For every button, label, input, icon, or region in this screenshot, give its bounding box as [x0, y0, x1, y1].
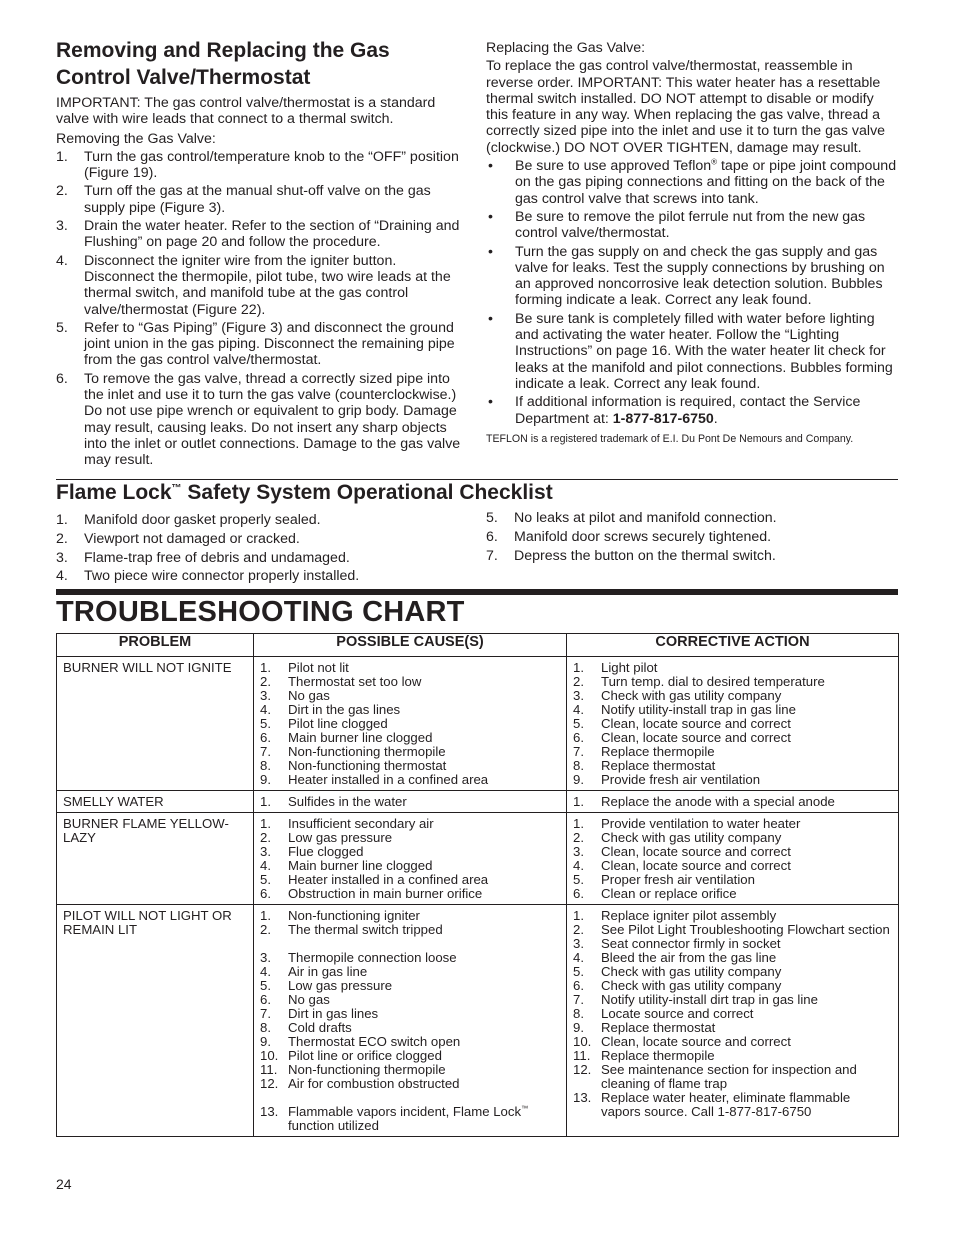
item-text: No gas	[288, 992, 330, 1007]
section-heading-gas-valve: Removing and Replacing the Gas Control Valve/Thermostat	[56, 39, 390, 89]
list-item	[260, 1077, 560, 1091]
cause-cell	[254, 657, 567, 791]
problem-cell: SMELLY WATER	[57, 791, 254, 813]
list-item	[56, 530, 476, 549]
cell-list	[573, 795, 892, 809]
list-item	[573, 1091, 892, 1119]
item-text: Thermopile connection loose	[288, 950, 457, 965]
list-item	[486, 528, 898, 547]
item-number: 9.	[260, 1034, 271, 1049]
list-item	[260, 717, 560, 731]
item-text: Clean, locate source and correct	[601, 716, 791, 731]
item-text: Non-functioning igniter	[288, 908, 420, 923]
list-item	[260, 1119, 560, 1133]
item-number: 7.	[486, 547, 498, 564]
header-problem: PROBLEM	[57, 634, 254, 657]
list-item	[260, 675, 560, 689]
item-number: 4.	[56, 568, 68, 585]
item-text: Pilot line or orifice clogged	[288, 1048, 442, 1063]
bullet-text: tape or pipe joint compound on the gas piping connections and fitting on the back of the gas control valve that screws into tank.	[515, 158, 897, 207]
item-number: 11.	[573, 1048, 591, 1063]
item-text: Thermostat set too low	[288, 674, 422, 689]
item-number: 1.	[260, 794, 271, 809]
item-number: 1.	[573, 816, 584, 831]
item-text: Two piece wire connector properly installed.	[84, 568, 360, 585]
item-text: Check with gas utility company	[601, 830, 782, 845]
replacement-bullets	[486, 158, 898, 427]
item-number: 3.	[260, 844, 271, 859]
checklist-right	[486, 509, 898, 565]
left-column	[56, 37, 466, 471]
cause-cell	[254, 813, 567, 905]
list-item	[260, 1105, 560, 1119]
item-number: 3.	[573, 936, 584, 951]
item-text: Proper fresh air ventilation	[601, 872, 755, 887]
item-number: 13.	[260, 1104, 279, 1119]
item-text: Locate source and correct	[601, 1006, 754, 1021]
cell-list	[573, 817, 892, 901]
item-text: Obstruction in main burner orifice	[288, 886, 483, 901]
heading-text: Flame Lock	[56, 481, 172, 504]
item-number: 9.	[573, 772, 584, 787]
item-number: 6.	[573, 886, 584, 901]
cell-list	[573, 661, 892, 787]
bullet-text: If additional information is required, contact the Service Department at:	[515, 394, 861, 427]
action-cell	[567, 813, 899, 905]
trademark-mark: ™	[171, 483, 182, 494]
item-text: Non-functioning thermostat	[288, 758, 447, 773]
bullet-glyph: •	[488, 208, 493, 225]
item-text: Check with gas utility company	[601, 978, 782, 993]
item-text: Low gas pressure	[288, 830, 393, 845]
list-item	[56, 253, 466, 318]
item-text: function utilized	[288, 1118, 379, 1133]
list-item	[573, 745, 892, 759]
item-text: Air for combustion obstructed	[288, 1076, 460, 1091]
troubleshooting-table	[56, 633, 899, 1137]
item-text: Viewport not damaged or cracked.	[84, 530, 300, 547]
cell-list	[573, 909, 892, 1119]
list-item	[573, 717, 892, 731]
header-action: CORRECTIVE ACTION	[567, 634, 899, 657]
item-text: Air in gas line	[288, 964, 368, 979]
cause-cell	[254, 791, 567, 813]
list-item	[260, 795, 560, 809]
chart-title: TROUBLESHOOTING CHART	[56, 596, 465, 628]
teflon-trademark-note: TEFLON is a registered trademark of E.I. Du Pont De Nemours and Company.	[486, 432, 854, 445]
item-number: 2.	[260, 830, 271, 845]
list-item	[573, 831, 892, 845]
table-row	[57, 657, 899, 791]
item-text: Clean or replace orifice	[601, 886, 737, 901]
item-text: Dirt in the gas lines	[288, 702, 401, 717]
item-number: 1.	[260, 816, 271, 831]
item-text: Flue clogged	[288, 844, 364, 859]
cell-list	[260, 795, 560, 809]
item-text: Insufficient secondary air	[288, 816, 434, 831]
item-text: Heater installed in a confined area	[288, 872, 489, 887]
item-text: Non-functioning thermopile	[288, 744, 446, 759]
item-text: Low gas pressure	[288, 978, 393, 993]
item-number: 8.	[260, 758, 271, 773]
item-number: 5.	[260, 716, 271, 731]
list-item	[573, 795, 892, 809]
item-text: Main burner line clogged	[288, 730, 433, 745]
list-item	[573, 759, 892, 773]
list-item	[573, 909, 892, 923]
item-text: Disconnect the igniter wire from the igniter button. Disconnect the thermopile, pilot tube, two wire leads at the thermal switch, and manifold tube at the gas control valve/thermostat (Figure 22).	[84, 252, 451, 318]
list-item	[56, 149, 466, 182]
item-text: Provide ventilation to water heater	[601, 816, 801, 831]
item-number: 8.	[260, 1020, 271, 1035]
item-text: Replace the anode with a special anode	[601, 794, 835, 809]
item-text: The thermal switch tripped	[288, 922, 443, 937]
item-number: 6.	[260, 992, 271, 1007]
item-text: Replace thermopile	[601, 744, 715, 759]
item-number: 6.	[260, 730, 271, 745]
checklist-left	[56, 511, 476, 586]
item-number: 6.	[573, 730, 584, 745]
list-item	[260, 731, 560, 745]
list-item	[573, 937, 892, 951]
list-item	[573, 979, 892, 993]
list-item	[573, 887, 892, 901]
item-text: Check with gas utility company	[601, 688, 782, 703]
item-number: 8.	[573, 1006, 584, 1021]
item-text: Manifold door gasket properly sealed.	[84, 512, 321, 528]
item-number: 1.	[56, 148, 68, 165]
list-item	[260, 909, 560, 923]
item-text: Replace thermostat	[601, 758, 716, 773]
item-text: Notify utility-install trap in gas line	[601, 702, 796, 717]
list-item	[573, 731, 892, 745]
list-item	[573, 923, 892, 937]
item-text: Bleed the air from the gas line	[601, 950, 777, 965]
item-text: Clean, locate source and correct	[601, 1034, 791, 1049]
item-number: 5.	[56, 319, 68, 336]
item-number: 9.	[573, 1020, 584, 1035]
item-text: Clean, locate source and correct	[601, 730, 791, 745]
item-number: 6.	[486, 528, 498, 545]
list-item	[260, 965, 560, 979]
list-item	[486, 244, 898, 309]
cell-list	[260, 909, 560, 1133]
item-number: 1.	[56, 512, 68, 528]
bullet-text: Turn the gas supply on and check the gas supply and gas valve for leaks. Test the supply connections by brushing on an approved noncorrosive leak detection solution. Bubbles forming indicate a leak. Correct any leak found.	[515, 243, 885, 309]
list-item	[573, 675, 892, 689]
item-number: 1.	[260, 660, 271, 675]
list-item	[56, 183, 466, 216]
cell-list	[260, 817, 560, 901]
list-item	[260, 1063, 560, 1077]
item-number: 4.	[260, 702, 271, 717]
item-number: 4.	[56, 252, 68, 269]
item-text: Cold drafts	[288, 1020, 352, 1035]
registered-mark: ®	[711, 157, 718, 167]
problem-cell: BURNER FLAME YELLOW-LAZY	[57, 813, 254, 905]
trademark-mark: ™	[521, 1105, 529, 1113]
item-number: 2.	[56, 183, 68, 200]
item-number: 5.	[260, 872, 271, 887]
item-number: 3.	[260, 688, 271, 703]
bullet-glyph: •	[488, 158, 493, 175]
list-item	[56, 320, 466, 369]
item-number: 2.	[573, 674, 584, 689]
list-item	[573, 859, 892, 873]
list-item	[260, 689, 560, 703]
item-text: Replace igniter pilot assembly	[601, 908, 777, 923]
list-item	[573, 993, 892, 1007]
list-item	[573, 873, 892, 887]
item-number: 5.	[260, 978, 271, 993]
item-text: Dirt in gas lines	[288, 1006, 379, 1021]
item-number: 4.	[260, 964, 271, 979]
heading-text: Safety System Operational Checklist	[181, 481, 553, 504]
action-cell	[567, 905, 899, 1137]
item-number: 2.	[260, 674, 271, 689]
item-number: 7.	[260, 744, 271, 759]
list-item	[260, 923, 560, 937]
list-item	[573, 965, 892, 979]
item-number: 10.	[260, 1048, 279, 1063]
list-item	[56, 371, 466, 469]
item-text: Turn temp. dial to desired temperature	[601, 674, 825, 689]
bullet-glyph: •	[488, 243, 493, 260]
table-row	[57, 791, 899, 813]
item-text: Notify utility-install dirt trap in gas line	[601, 992, 818, 1007]
list-item	[573, 1007, 892, 1021]
list-item	[486, 547, 898, 566]
item-text: Sulfides in the water	[288, 794, 407, 809]
bullet-text: .	[713, 410, 718, 427]
page-number: 24	[56, 1176, 72, 1192]
item-text: Refer to “Gas Piping” (Figure 3) and disconnect the ground joint union in the gas piping. Disconnect the remaining pipe from the gas control valve/thermostat.	[84, 319, 455, 369]
action-cell	[567, 657, 899, 791]
item-text: See Pilot Light Troubleshooting Flowchart section	[601, 922, 890, 937]
bullet-text: Be sure to remove the pilot ferrule nut from the new gas control valve/thermostat.	[515, 208, 866, 242]
replacing-label: Replacing the Gas Valve:	[486, 40, 646, 56]
item-number: 11.	[260, 1062, 278, 1077]
service-phone: 1-877-817-6750	[612, 410, 714, 427]
table-row	[57, 905, 899, 1137]
replacing-text: To replace the gas control valve/thermostat, reassemble in reverse order. IMPORTANT: This water heater has a resettable thermal switch installed. DO NOT attempt to disable or modify this feature in any way. When replacing the gas valve, thread a correctly sized pipe into the inlet and use it to turn the gas valve (clockwise.) DO NOT OVER TIGHTEN, damage may result.	[486, 58, 886, 156]
problem-cell: PILOT WILL NOT LIGHT OR REMAIN LIT	[57, 905, 254, 1137]
list-item	[260, 1035, 560, 1049]
list-item	[573, 817, 892, 831]
list-item	[486, 509, 898, 528]
list-item	[573, 1035, 892, 1049]
list-item	[486, 394, 898, 427]
item-text: Provide fresh air ventilation	[601, 772, 761, 787]
item-number: 2.	[56, 530, 68, 547]
bullet-text: Be sure tank is completely filled with water before lighting and activating the water heater. Follow the “Lighting Instructions” on page 16. With the water heater lit check for leaks at the manifold and pilot connections. Bubbles forming indicate a leak. Correct any leak found.	[515, 310, 893, 392]
item-text: Main burner line clogged	[288, 858, 433, 873]
important-note: IMPORTANT: The gas control valve/thermostat is a standard valve with wire leads that connect to a thermal switch.	[56, 95, 436, 128]
item-number: 5.	[486, 510, 498, 526]
item-number: 3.	[573, 844, 584, 859]
list-item	[260, 831, 560, 845]
item-text: To remove the gas valve, thread a correctly sized pipe into the inlet and use it to turn the gas valve (counterclockwise.) Do not use pipe wrench or equivalent to grip body. Damage may result, causing leaks. Do not insert any sharp objects into the inlet or outlet connections. Damage to the gas valve may result.	[84, 370, 461, 469]
item-text: Replace thermostat	[601, 1020, 716, 1035]
item-text: Seat connector firmly in socket	[601, 936, 781, 951]
list-item	[573, 1063, 892, 1091]
list-item	[56, 567, 476, 586]
item-number: 4.	[573, 858, 584, 873]
item-number: 10.	[573, 1034, 592, 1049]
item-text: Pilot not lit	[288, 660, 349, 675]
item-number: 6.	[260, 886, 271, 901]
item-text: Drain the water heater. Refer to the section of “Draining and Flushing” on page 20 and follow the procedure.	[84, 218, 460, 251]
list-item	[260, 951, 560, 965]
table-header-row	[57, 634, 899, 657]
item-text: Clean, locate source and correct	[601, 844, 791, 859]
list-item	[260, 661, 560, 675]
item-number: 3.	[56, 549, 68, 566]
item-number: 12.	[573, 1062, 592, 1077]
problem-cell: BURNER WILL NOT IGNITE	[57, 657, 254, 791]
item-text: No leaks at pilot and manifold connection.	[514, 510, 777, 526]
item-text: Turn off the gas at the manual shut-off valve on the gas supply pipe (Figure 3).	[84, 183, 431, 216]
list-item	[260, 887, 560, 901]
list-item	[573, 773, 892, 787]
list-item	[573, 1049, 892, 1063]
list-item	[573, 703, 892, 717]
cell-list	[260, 661, 560, 787]
item-number: 1.	[573, 660, 584, 675]
item-number: 2.	[573, 922, 584, 937]
item-text: Depress the button on the thermal switch.	[514, 547, 776, 564]
item-text: See maintenance section for inspection and cleaning of flame trap	[601, 1062, 857, 1091]
item-text: Flammable vapors incident, Flame Lock	[288, 1104, 522, 1119]
item-number: 1.	[573, 908, 584, 923]
item-number: 1.	[260, 908, 271, 923]
item-number: 4.	[573, 950, 584, 965]
item-text: Heater installed in a confined area	[288, 772, 489, 787]
item-text: Clean, locate source and correct	[601, 858, 791, 873]
action-cell	[567, 791, 899, 813]
list-item	[260, 993, 560, 1007]
list-item	[260, 773, 560, 787]
list-item	[260, 1021, 560, 1035]
list-item	[573, 1021, 892, 1035]
item-number: 2.	[260, 922, 271, 937]
list-item	[260, 759, 560, 773]
right-column	[486, 40, 898, 446]
item-text: Manifold door screws securely tightened.	[514, 528, 772, 545]
item-text: Light pilot	[601, 660, 658, 675]
list-item	[260, 845, 560, 859]
list-item	[56, 218, 466, 251]
item-text: Thermostat ECO switch open	[288, 1034, 461, 1049]
item-number: 4.	[260, 858, 271, 873]
list-item	[486, 158, 898, 207]
list-item	[56, 549, 476, 568]
item-number: 5.	[573, 716, 584, 731]
cause-cell	[254, 905, 567, 1137]
item-number: 6.	[56, 370, 68, 387]
list-item	[573, 951, 892, 965]
item-text: Pilot line clogged	[288, 716, 388, 731]
header-cause: POSSIBLE CAUSE(S)	[254, 634, 567, 657]
list-item	[260, 979, 560, 993]
item-number: 3.	[260, 950, 271, 965]
item-number: 5.	[573, 872, 584, 887]
list-item	[260, 817, 560, 831]
list-item	[260, 873, 560, 887]
item-text: Replace water heater, eliminate flammable vapors source. Call 1-877-817-6750	[601, 1090, 851, 1119]
bullet-text: Be sure to use approved Teflon	[515, 158, 712, 175]
bullet-glyph: •	[488, 310, 493, 327]
item-text: Non-functioning thermopile	[288, 1062, 446, 1077]
list-item	[56, 511, 476, 530]
list-item	[486, 209, 898, 242]
item-number: 2.	[573, 830, 584, 845]
item-number: 3.	[56, 218, 68, 235]
item-number: 4.	[573, 702, 584, 717]
checklist-heading	[56, 479, 898, 506]
item-text: Check with gas utility company	[601, 964, 782, 979]
list-item	[573, 689, 892, 703]
list-item	[486, 311, 898, 392]
bullet-glyph: •	[488, 394, 493, 411]
item-number: 1.	[573, 794, 584, 809]
list-item	[260, 745, 560, 759]
list-item	[260, 1007, 560, 1021]
item-number: 12.	[260, 1076, 279, 1091]
item-text: No gas	[288, 688, 330, 703]
removing-label: Removing the Gas Valve:	[56, 130, 216, 147]
item-number: 7.	[573, 992, 584, 1007]
item-text: Turn the gas control/temperature knob to the “OFF” position (Figure 19).	[84, 148, 459, 182]
list-item	[573, 661, 892, 675]
list-item	[260, 859, 560, 873]
list-item	[260, 703, 560, 717]
item-number: 3.	[573, 688, 584, 703]
item-text: Flame-trap free of debris and undamaged.	[84, 549, 350, 566]
item-number: 8.	[573, 758, 584, 773]
item-number: 13.	[573, 1090, 592, 1105]
heavy-divider	[56, 589, 898, 595]
item-number: 9.	[260, 772, 271, 787]
item-text: Replace thermopile	[601, 1048, 715, 1063]
item-number: 5.	[573, 964, 584, 979]
table-row	[57, 813, 899, 905]
list-item	[260, 1049, 560, 1063]
item-number: 6.	[573, 978, 584, 993]
list-item	[573, 845, 892, 859]
removal-steps	[56, 149, 466, 469]
item-number: 7.	[260, 1006, 271, 1021]
item-number: 7.	[573, 744, 584, 759]
